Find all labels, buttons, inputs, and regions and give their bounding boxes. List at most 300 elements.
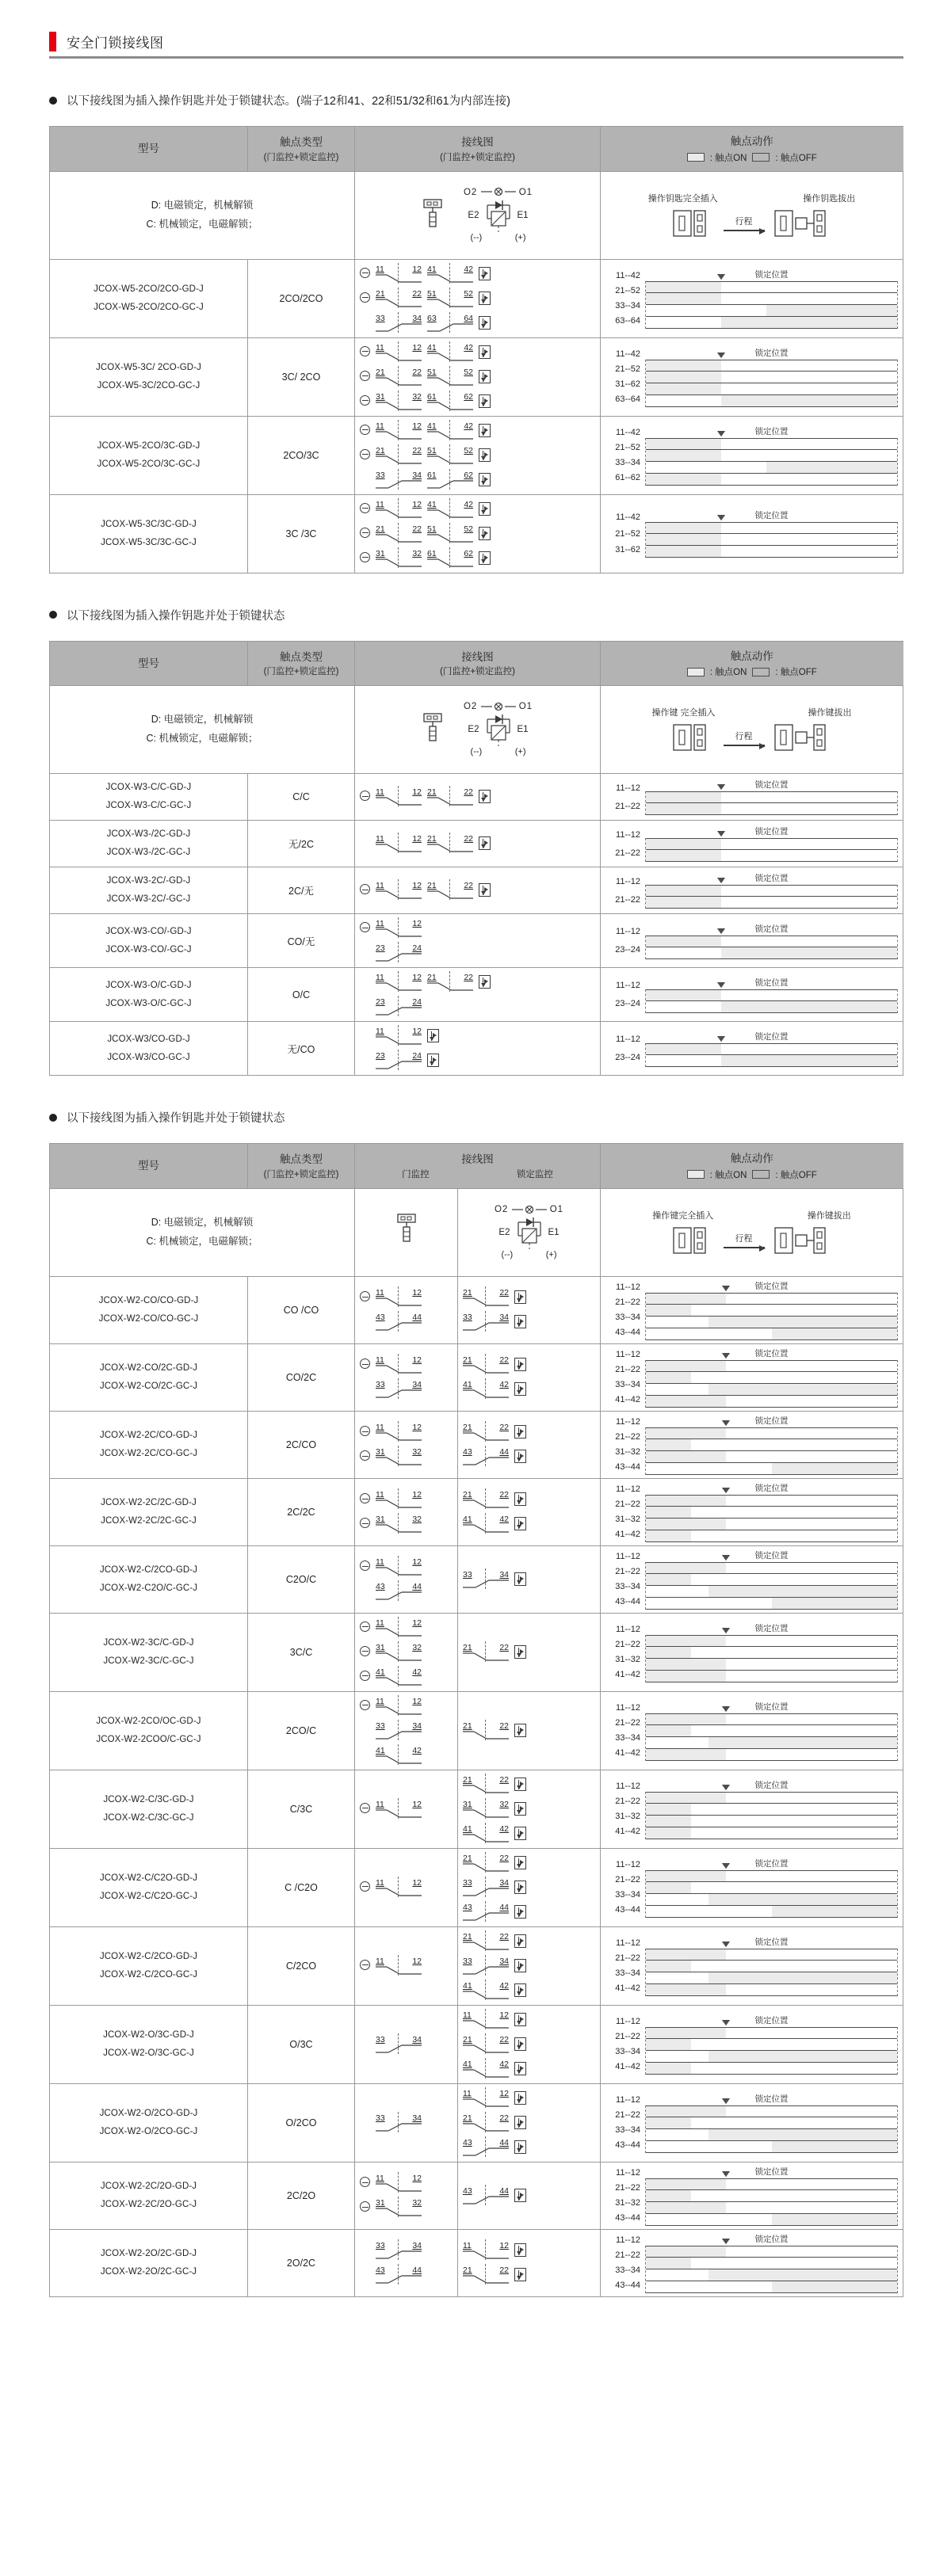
col-header-wiring: 接线图 (门监控+锁定监控): [355, 641, 601, 686]
wiring-ladder-row: [360, 1878, 422, 1897]
timing-bar: [646, 1949, 897, 1961]
timing-body: [645, 825, 898, 862]
terminal-left: 11: [376, 973, 384, 983]
wiring-ladder-row: [463, 2138, 526, 2157]
timing-label: 41--42: [615, 1983, 640, 1994]
cell-wiring-door: [355, 2162, 458, 2229]
contact-pair: [463, 1775, 509, 1794]
timing-bar: [646, 1574, 897, 1586]
timing-label: 41--42: [615, 2062, 640, 2072]
lock-arrow-icon: [514, 1382, 526, 1396]
terminal-left: 11: [376, 1027, 384, 1037]
timing-bar: [646, 1305, 897, 1317]
contact-pair: [427, 343, 473, 362]
timing-bar: [646, 1961, 897, 1972]
operating-key-icon: [422, 198, 443, 233]
timing-on-segment: [646, 1428, 726, 1439]
timing-on-segment: [646, 2179, 726, 2189]
wiring-group: [360, 1618, 453, 1686]
terminal-right: 12: [412, 1490, 422, 1500]
terminal-right: 22: [499, 1490, 509, 1500]
model-number: JCOX-W3-CO/-GD-J: [105, 926, 192, 936]
wiring-group: [463, 2241, 595, 2284]
timing-bar: [646, 2281, 897, 2293]
contact-pair: [463, 2113, 509, 2132]
cell-model: [50, 494, 248, 573]
contact-pair: [427, 421, 473, 440]
timing-body: [645, 977, 898, 1013]
wiring-ladder: [360, 973, 595, 1016]
timing-label: 11--12: [616, 1035, 640, 1045]
lamp-icon: [481, 702, 516, 711]
terminal-right: 12: [412, 1027, 422, 1037]
actuator-withdrawn-icon: [774, 208, 831, 239]
terminal-right: 32: [412, 1642, 422, 1652]
terminal-left: 21: [463, 1721, 472, 1731]
lock-position-marker: [722, 1942, 730, 1947]
timing-label: 31--62: [615, 544, 640, 554]
timing-grid: [645, 522, 898, 558]
cell-model: [50, 1848, 248, 1926]
cell-model: [50, 968, 248, 1022]
lock-position-label: 锁定位置: [754, 827, 789, 837]
lock-position-label: 锁定位置: [754, 780, 789, 791]
terminal-left: 11: [376, 787, 384, 798]
timing-bar: [646, 1001, 897, 1013]
legend-swatch-off: [752, 668, 770, 676]
timing-label: 11--12: [616, 1350, 640, 1360]
timing-label: 11--12: [616, 1282, 640, 1293]
cell-contact-action: [601, 821, 903, 867]
terminal-left: 11: [376, 499, 384, 509]
lock-position-label: 锁定位置: [754, 348, 789, 358]
terminal-left: 31: [376, 1447, 385, 1458]
terminal-right: 22: [412, 367, 422, 377]
contact-pair: [376, 1643, 422, 1662]
terminal-right: 12: [499, 2088, 509, 2098]
wiring-ladder: [360, 881, 595, 900]
wiring-ladder-row: [360, 343, 491, 362]
cell-wiring-lock: [458, 1411, 601, 1478]
contact-pair: [376, 1490, 422, 1509]
contact-pair: [427, 471, 473, 490]
lock-position-label: 锁定位置: [754, 1550, 789, 1560]
col-header-model: 型号: [50, 127, 248, 172]
contact-pair: [463, 1570, 509, 1589]
contact-pair: [376, 1423, 422, 1442]
table-row: [50, 2229, 903, 2296]
coil-symbol-cell: [458, 1188, 601, 1276]
wiring-ladder-row: [360, 1557, 422, 1576]
terminal-left: 51: [427, 367, 437, 377]
cell-contact-type: 无/2C: [248, 821, 355, 867]
timing-label: 43--44: [615, 1905, 640, 1915]
contact-pair: [376, 1618, 422, 1637]
timing-on-segment: [646, 1636, 726, 1646]
lock-arrow-icon: [479, 975, 491, 989]
contact-pair: [376, 392, 422, 411]
terminal-right: 12: [412, 787, 422, 798]
terminal-left: 21: [463, 1490, 472, 1500]
timing-bar: [646, 850, 897, 862]
cell-wiring-door: [355, 1478, 458, 1545]
cell-contact-type: CO /CO: [248, 1276, 355, 1343]
terminal-circle-icon: [360, 1291, 370, 1301]
contact-pair: [376, 471, 422, 490]
table-legend-row: [50, 686, 903, 774]
timing-label: 11--12: [616, 1552, 640, 1562]
terminal-left: 51: [427, 524, 437, 534]
legend-off-label: : 触点OFF: [775, 1170, 817, 1180]
terminal-right: 62: [464, 391, 473, 402]
timing-label: 11--12: [616, 1938, 640, 1949]
model-number: JCOX-W2-C/2CO-GD-J: [99, 1951, 198, 1961]
timing-on-segment: [646, 886, 721, 896]
col-header-contact-type: 触点类型 (门监控+锁定监控): [248, 127, 355, 172]
coil-plus-label: (+): [545, 1250, 557, 1259]
wiring-ladder-row: [463, 1854, 526, 1873]
contact-pair: [376, 1447, 422, 1466]
wiring-ladder-row: [360, 289, 491, 308]
contact-pair: [376, 2174, 422, 2193]
cell-contact-action: [601, 1276, 903, 1343]
terminal-left: 21: [376, 288, 385, 299]
timing-label: 33--34: [615, 2265, 640, 2276]
timing-grid: [645, 1360, 898, 1408]
travel-indicator: [724, 1232, 765, 1248]
col-header-wiring: 接线图 门监控 锁定监控: [355, 1144, 601, 1189]
lock-mode-c-label: C: 机械锁定，电磁解锁；: [146, 1235, 258, 1247]
terminal-left: 21: [376, 445, 385, 455]
travel-label: 行程: [735, 217, 753, 227]
timing-chart: [605, 1622, 898, 1682]
timing-bar: [646, 2190, 897, 2202]
contact-pair: [376, 421, 422, 440]
wiring-table: [49, 1143, 903, 2297]
wiring-group: [360, 2035, 453, 2054]
contact-pair: [463, 1957, 509, 1976]
lock-arrow-icon: [514, 2013, 526, 2026]
timing-label: 31--32: [615, 1812, 640, 1822]
timing-grid: [645, 885, 898, 909]
timing-chart: [605, 872, 898, 909]
timing-grid: [645, 1562, 898, 1610]
terminal-right: 44: [499, 1447, 509, 1458]
terminal-left: 11: [463, 2010, 472, 2020]
coil-e2-label: E2: [468, 210, 479, 220]
timing-label: 41--42: [615, 1670, 640, 1680]
cell-contact-type: 3C/ 2CO: [248, 337, 355, 416]
table-header-row: [50, 1144, 903, 1189]
contact-pair: [376, 1380, 422, 1399]
model-number: JCOX-W3-/2C-GC-J: [106, 848, 191, 858]
cell-model: [50, 1770, 248, 1848]
timing-bar: [646, 1792, 897, 1804]
lock-arrow-icon: [514, 1492, 526, 1506]
terminal-right: 22: [412, 445, 422, 455]
terminal-right: 24: [412, 1051, 422, 1061]
timing-bar: [646, 2051, 897, 2063]
model-number: JCOX-W5-2CO/2CO-GC-J: [94, 302, 204, 312]
table-row: [50, 1545, 903, 1613]
timing-label: 11--12: [616, 1625, 640, 1635]
wiring-ladder-row: [463, 2241, 526, 2260]
section-w5: [0, 92, 951, 574]
terminal-right: 44: [499, 2137, 509, 2147]
table-row: [50, 1613, 903, 1691]
terminal-left: 41: [427, 264, 437, 274]
lock-arrow-icon: [514, 2140, 526, 2154]
cell-wiring: [355, 494, 601, 573]
terminal-left: 21: [463, 1853, 472, 1863]
timing-on-segment: [646, 360, 721, 371]
contact-pair: [463, 2186, 509, 2205]
terminal-right: 22: [464, 973, 473, 983]
timing-bar: [646, 2246, 897, 2258]
contact-pair: [427, 392, 473, 411]
terminal-left: 11: [376, 1696, 384, 1706]
terminal-right: 34: [412, 2113, 422, 2123]
terminal-left: 61: [427, 470, 437, 480]
wiring-ladder-row: [360, 1618, 422, 1637]
wiring-group: [463, 1643, 595, 1662]
wiring-ladder-row: [360, 1288, 422, 1307]
sections-host: [0, 92, 951, 2297]
contact-pair: [427, 787, 473, 806]
model-number: JCOX-W3-CO/-GC-J: [105, 944, 192, 955]
table-row: [50, 2005, 903, 2083]
contact-pair: [376, 1355, 422, 1374]
timing-bar: [646, 438, 897, 450]
timing-bar: [646, 1372, 897, 1384]
page-header: [0, 0, 951, 51]
wiring-ladder-row: [360, 314, 491, 333]
terminal-right: 22: [499, 1774, 509, 1785]
table-legend-row: [50, 171, 903, 259]
timing-bar: [646, 1328, 897, 1340]
coil-schematic: [464, 187, 533, 244]
timing-on-segment: [708, 1317, 897, 1328]
legend-swatch-off: [752, 1170, 770, 1179]
terminal-left: 43: [376, 2265, 385, 2276]
wiring-group: [463, 2186, 595, 2205]
wiring-ladder-row: [360, 1313, 422, 1332]
table-row: [50, 259, 903, 337]
terminal-left: 11: [376, 1799, 384, 1809]
cell-wiring-lock: [458, 1343, 601, 1411]
cell-wiring-door: [355, 1613, 458, 1691]
lock-arrow-icon: [479, 345, 491, 359]
timing-grid: [645, 281, 898, 329]
terminal-right: 22: [499, 1423, 509, 1433]
timing-bar: [646, 838, 897, 850]
timing-on-segment: [646, 2063, 691, 2074]
timing-label: 21--22: [615, 1875, 640, 1885]
timing-chart: [605, 2166, 898, 2226]
table-row: [50, 968, 903, 1022]
wiring-ladder-row: [360, 2241, 422, 2260]
terminal-left: 21: [427, 881, 437, 891]
wiring-ladder-row: [360, 1380, 422, 1399]
timing-on-segment: [646, 534, 721, 545]
timing-label: 21--22: [615, 2183, 640, 2193]
lock-arrow-icon: [479, 790, 491, 803]
lock-mode-d-label: D: 电磁锁定，机械解锁: [151, 1216, 254, 1228]
timing-bar: [646, 281, 897, 293]
contact-pair: [376, 1288, 422, 1307]
timing-labels: [605, 509, 640, 558]
timing-label: 11--42: [616, 513, 640, 523]
contact-pair: [463, 1800, 509, 1819]
lock-arrow-icon: [427, 1029, 439, 1042]
timing-on-segment: [721, 947, 897, 958]
wiring-ladder-row: [360, 471, 491, 490]
terminal-left: 33: [376, 1721, 385, 1731]
timing-grid: [645, 2027, 898, 2075]
actuator-withdrawn-icon: [774, 722, 831, 753]
timing-body: [645, 1280, 898, 1340]
model-number: JCOX-W5-3C/3C-GD-J: [101, 519, 197, 529]
lock-arrow-icon: [514, 1315, 526, 1328]
timing-bar: [646, 1598, 897, 1610]
title-accent-bar: [49, 32, 56, 51]
timing-bar: [646, 1906, 897, 1918]
wiring-group: [360, 1355, 453, 1399]
cell-wiring-lock: [458, 2162, 601, 2229]
cell-contact-action: [601, 1478, 903, 1545]
contact-pair: [463, 1380, 509, 1399]
terminal-left: 43: [376, 1313, 385, 1323]
cell-wiring-door: [355, 1926, 458, 2005]
cell-contact-type: 2CO/2CO: [248, 259, 355, 337]
terminal-left: 21: [427, 973, 437, 983]
timing-bar: [646, 1713, 897, 1725]
terminal-right: 32: [412, 548, 422, 558]
lock-position-label: 锁定位置: [754, 924, 789, 934]
wiring-ladder-row: [463, 1515, 526, 1534]
timing-label: 11--12: [616, 2235, 640, 2246]
wiring-ladder-row: [360, 1515, 422, 1534]
model-number: JCOX-W2-CO/2C-GC-J: [99, 1381, 198, 1391]
terminal-right: 34: [499, 1877, 509, 1888]
coil-polarity: [471, 233, 526, 244]
model-number: JCOX-W3/CO-GC-J: [107, 1052, 190, 1062]
timing-chart: [605, 509, 898, 558]
timing-bar: [646, 1816, 897, 1827]
model-number: JCOX-W2-2CO/OC-GD-J: [96, 1716, 201, 1726]
terminal-right: 52: [464, 288, 473, 299]
model-number: JCOX-W2-C/3C-GC-J: [103, 1812, 194, 1823]
section-bullet-text: 以下接线图为插入操作钥匙并处于锁键状态。(端子12和41、22和51/32和61为内部连接): [67, 95, 510, 108]
table-row: [50, 1926, 903, 2005]
terminal-circle-icon: [360, 1560, 370, 1571]
timing-label: 11--12: [616, 783, 640, 793]
timing-bar: [646, 2141, 897, 2153]
terminal-left: 11: [463, 2241, 472, 2251]
terminal-right: 44: [412, 2265, 422, 2276]
timing-label: 21--52: [615, 286, 640, 296]
timing-label: 11--12: [616, 2017, 640, 2027]
timing-on-segment: [646, 2117, 691, 2128]
terminal-circle-icon: [360, 1518, 370, 1528]
contact-pair: [463, 2010, 509, 2029]
section-bullet-text: 以下接线图为插入操作钥匙并处于锁键状态: [67, 1112, 285, 1126]
terminal-right: 22: [412, 288, 422, 299]
terminal-circle-icon: [360, 371, 370, 381]
timing-labels: [605, 1779, 640, 1839]
timing-on-segment: [646, 1659, 726, 1670]
cell-wiring-lock: [458, 1276, 601, 1343]
wiring-group: [463, 1490, 595, 1534]
terminal-left: 11: [463, 2088, 472, 2098]
actuator-withdrawn-label: 操作键拔出: [807, 1210, 851, 1221]
wiring-group: [360, 1957, 453, 1976]
terminal-right: 42: [499, 1380, 509, 1390]
contact-pair: [463, 1981, 509, 2000]
legend-swatch-off: [752, 153, 770, 162]
timing-bar: [646, 1562, 897, 1574]
legend-on-label: : 触点ON: [709, 1170, 747, 1180]
cell-contact-type: 2C/2C: [248, 1478, 355, 1545]
terminal-circle-icon: [360, 503, 370, 513]
cell-wiring-lock: [458, 2005, 601, 2083]
lock-arrow-icon: [514, 1572, 526, 1586]
terminal-right: 12: [412, 1799, 422, 1809]
timing-labels: [605, 1280, 640, 1340]
terminal-left: 21: [463, 1355, 472, 1366]
lock-arrow-icon: [514, 2091, 526, 2105]
timing-body: [645, 1936, 898, 1996]
cell-model: [50, 2229, 248, 2296]
timing-chart: [605, 1549, 898, 1610]
terminal-right: 22: [499, 1288, 509, 1298]
contact-pair: [376, 997, 422, 1016]
terminal-right: 42: [464, 499, 473, 509]
wiring-group: [360, 1557, 453, 1601]
timing-chart: [605, 1031, 898, 1067]
timing-on-segment: [646, 850, 721, 861]
col-header-contact-action: 触点动作 : 触点ON : 触点OFF: [601, 1144, 903, 1189]
cell-contact-action: [601, 914, 903, 968]
terminal-left: 21: [463, 1931, 472, 1942]
contact-pair: [376, 919, 422, 938]
cell-wiring-lock: [458, 1770, 601, 1848]
lock-mode-legend-cell: [50, 171, 355, 259]
cell-contact-type: 2O/2C: [248, 2229, 355, 2296]
timing-bar: [646, 450, 897, 462]
lock-position-label: 锁定位置: [754, 511, 789, 521]
timing-chart: [605, 269, 898, 329]
timing-label: 43--44: [615, 1597, 640, 1607]
timing-grid: [645, 989, 898, 1013]
timing-label: 11--12: [616, 1484, 640, 1495]
terminal-circle-icon: [360, 922, 370, 932]
contact-pair: [427, 314, 473, 333]
table-header-row: [50, 127, 903, 172]
contact-pair: [427, 549, 473, 568]
lock-position-marker: [717, 928, 725, 934]
timing-label: 21--22: [615, 894, 640, 905]
timing-label: 33--34: [615, 301, 640, 311]
actuator-inserted-label: 操作钥匙完全插入: [647, 193, 718, 204]
actuator-withdrawn-icon: [774, 1225, 831, 1256]
table-row: [50, 1022, 903, 1076]
terminal-left: 41: [376, 1667, 385, 1677]
table-row: [50, 416, 903, 494]
contact-pair: [376, 881, 422, 900]
timing-label: 21--22: [615, 1797, 640, 1807]
cell-contact-type: 无/CO: [248, 1022, 355, 1076]
